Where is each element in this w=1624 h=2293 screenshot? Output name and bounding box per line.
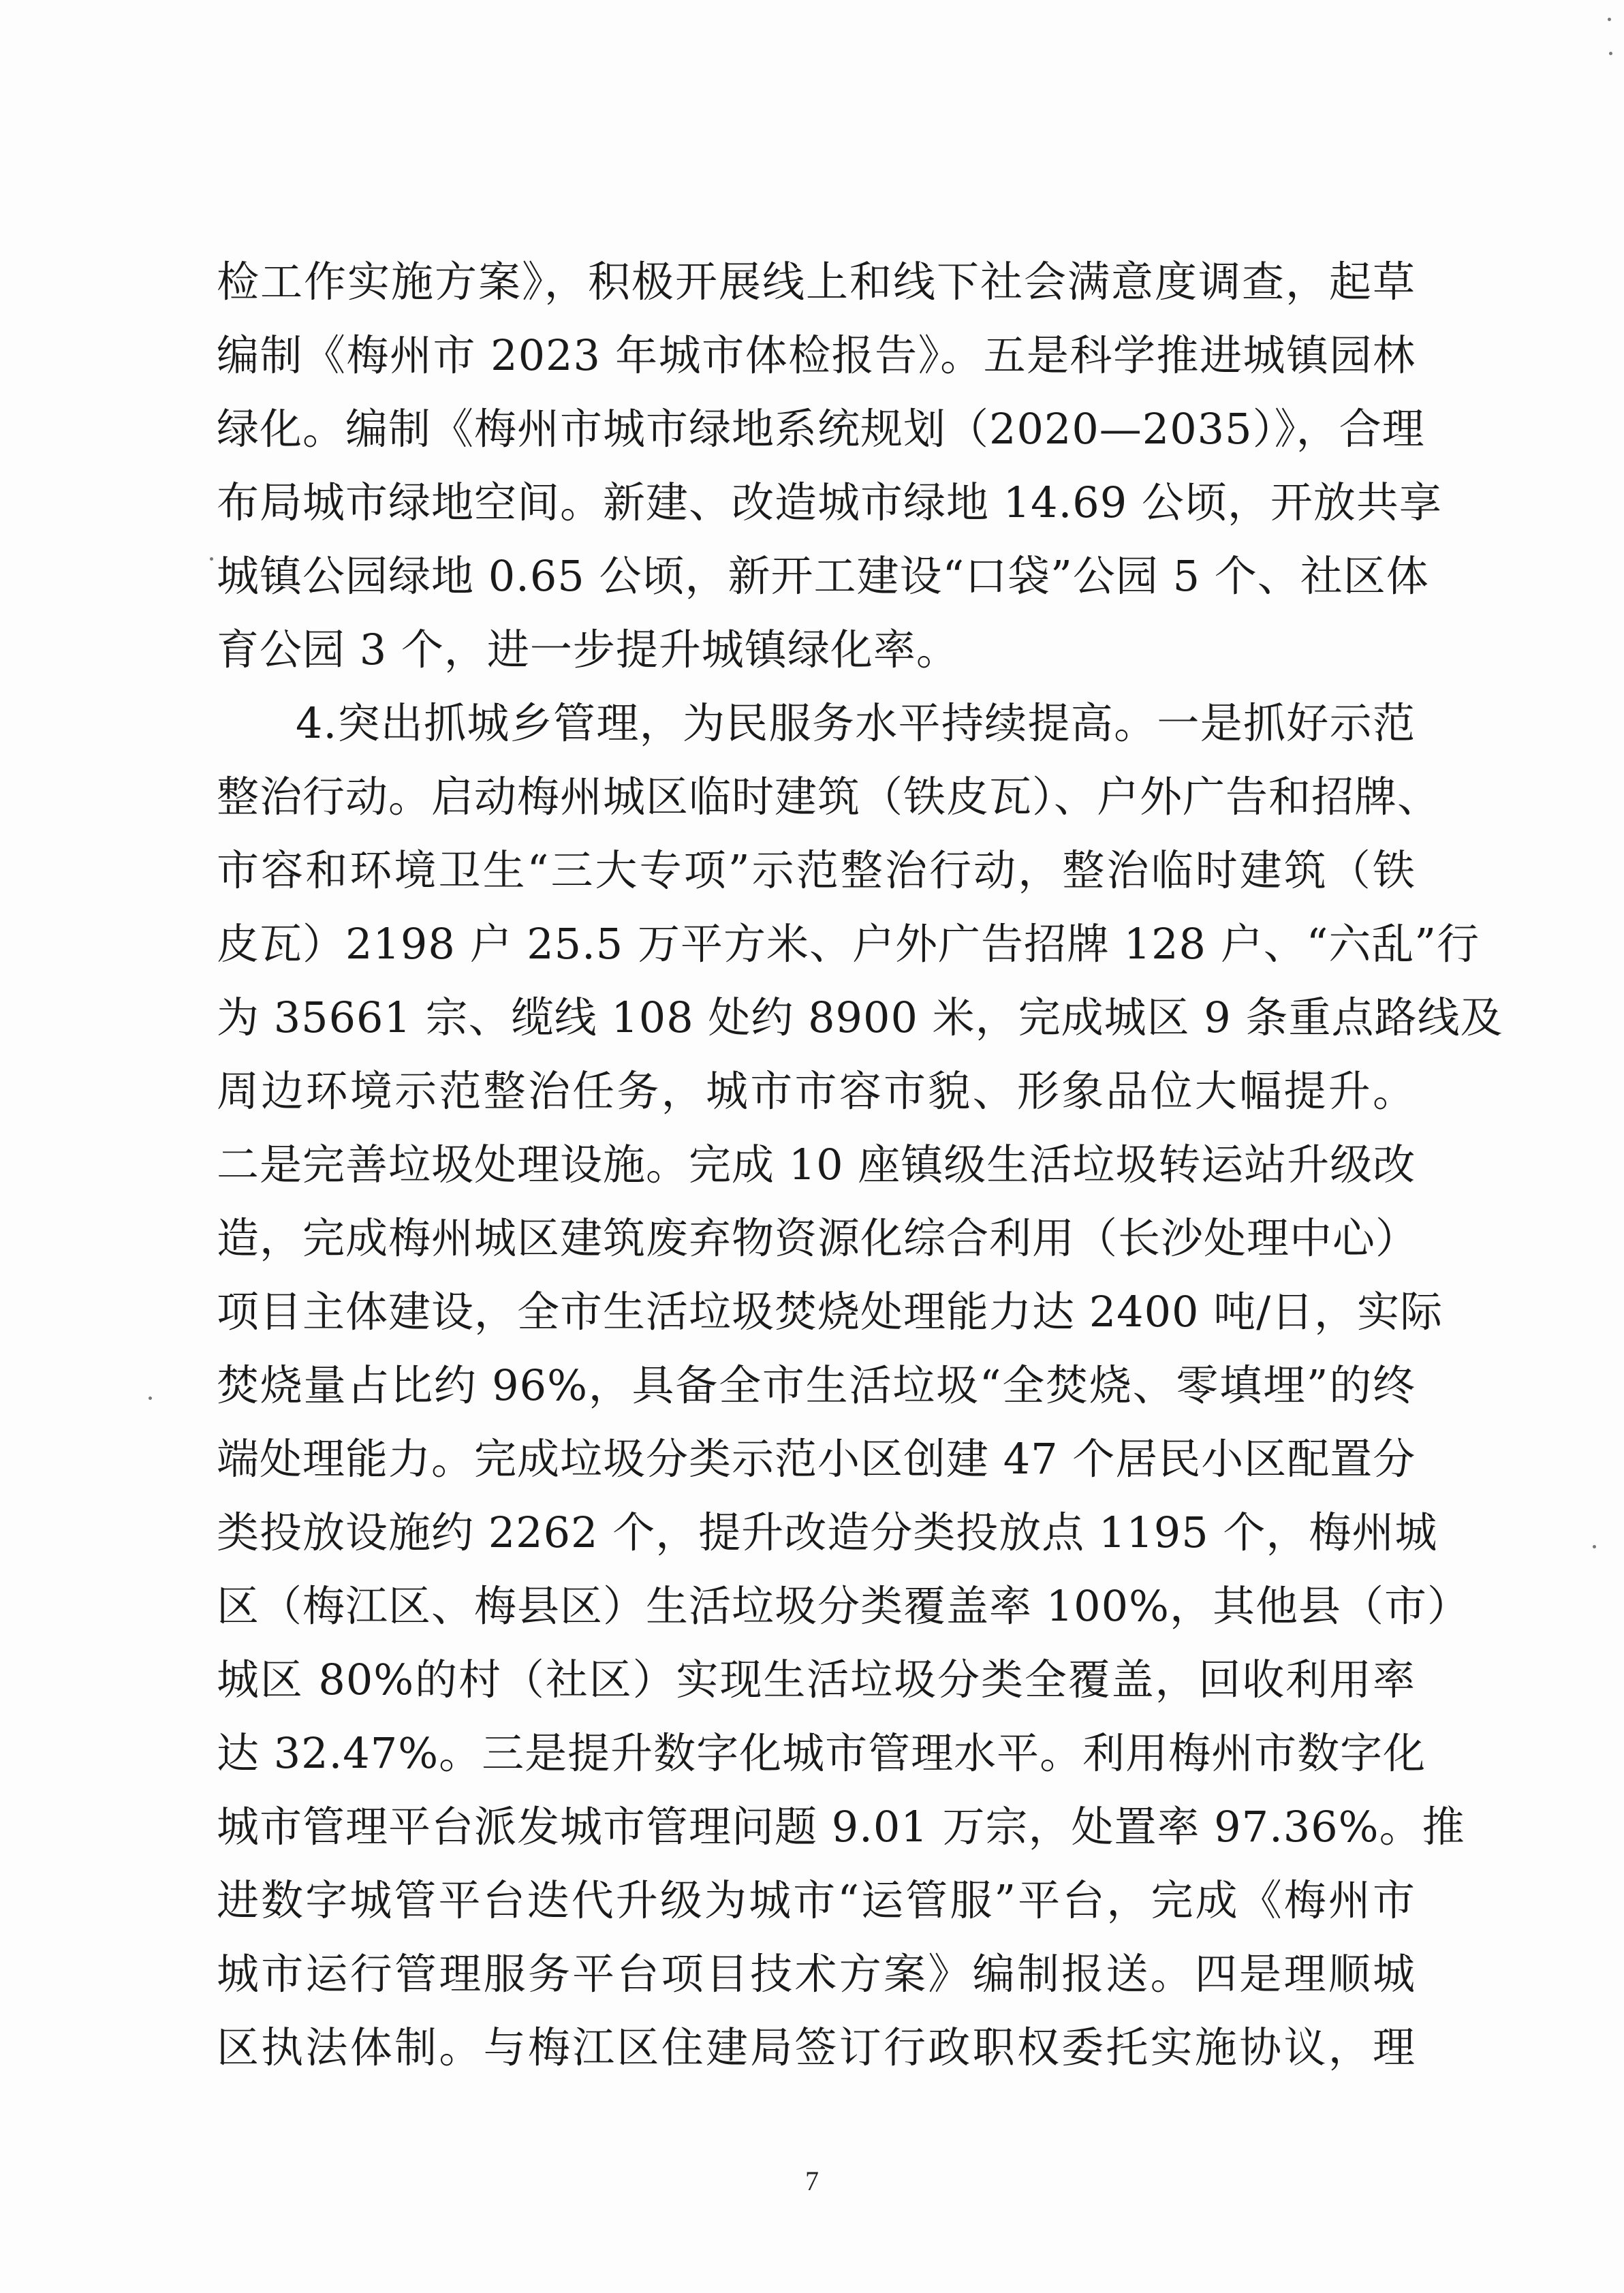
text-line: 区（梅江区、梅县区）生活垃圾分类覆盖率 100%，其他县（市） xyxy=(217,1581,1470,1631)
scan-speck xyxy=(210,557,213,561)
text-line: 焚烧量占比约 96%，具备全市生活垃圾“全焚烧、零填埋”的终 xyxy=(217,1360,1416,1410)
text-line: 编制《梅州市 2023 年城市体检报告》。五是科学推进城镇园林 xyxy=(217,330,1416,380)
text-line: 为 35661 宗、缆线 108 处约 8900 米，完成城区 9 条重点路线及 xyxy=(217,993,1503,1042)
text-line: 城市管理平台派发城市管理问题 9.01 万宗，处置率 97.36%。推 xyxy=(217,1802,1465,1852)
text-line: 城镇公园绿地 0.65 公顷，新开工建设“口袋”公园 5 个、社区体 xyxy=(217,551,1429,601)
text-line: 端处理能力。完成垃圾分类示范小区创建 47 个居民小区配置分 xyxy=(217,1434,1416,1484)
text-line: 二是完善垃圾处理设施。完成 10 座镇级生活垃圾转运站升级改 xyxy=(217,1140,1416,1189)
body-text xyxy=(217,245,1503,2085)
scan-speck xyxy=(1609,52,1612,55)
text-line: 进数字城管平台迭代升级为城市“运管服”平台，完成《梅州市 xyxy=(217,1875,1416,1925)
text-line: 皮瓦）2198 户 25.5 万平方米、户外广告招牌 128 户、“六乱”行 xyxy=(217,919,1480,969)
section-heading-line: 4.突出抓城乡管理，为民服务水平持续提高。一是抓好示范 xyxy=(296,698,1416,748)
text-line: 达 32.47%。三是提升数字化城市管理水平。利用梅州市数字化 xyxy=(217,1728,1426,1778)
text-line: 检工作实施方案》，积极开展线上和线下社会满意度调查，起草 xyxy=(217,257,1416,307)
text-line: 布局城市绿地空间。新建、改造城市绿地 14.69 公顷，开放共享 xyxy=(217,478,1442,527)
text-line: 整治行动。启动梅州城区临时建筑（铁皮瓦）、户外广告和招牌、 xyxy=(217,772,1441,822)
text-line: 周边环境示范整治任务，城市市容市貌、形象品位大幅提升。 xyxy=(217,1066,1416,1116)
text-line: 项目主体建设，全市生活垃圾焚烧处理能力达 2400 吨/日，实际 xyxy=(217,1287,1443,1337)
text-line: 城市运行管理服务平台项目技术方案》编制报送。四是理顺城 xyxy=(217,1949,1416,1999)
text-line: 城区 80%的村（社区）实现生活垃圾分类全覆盖，回收利用率 xyxy=(217,1655,1416,1704)
scan-speck xyxy=(1608,18,1611,21)
text-line: 区执法体制。与梅江区住建局签订行政职权委托实施协议，理 xyxy=(217,2023,1416,2072)
text-line: 市容和环境卫生“三大专项”示范整治行动，整治临时建筑（铁 xyxy=(217,845,1416,895)
text-line: 类投放设施约 2262 个，提升改造分类投放点 1195 个，梅州城 xyxy=(217,1508,1438,1557)
scan-speck xyxy=(149,1397,152,1400)
text-line: 育公园 3 个，进一步提升城镇绿化率。 xyxy=(217,625,959,674)
page-number: 7 xyxy=(805,2166,819,2196)
text-line: 绿化。编制《梅州市城市绿地系统规划（2020—2035）》，合理 xyxy=(217,404,1425,454)
scan-speck xyxy=(1593,1545,1596,1548)
text-line: 造，完成梅州城区建筑废弃物资源化综合利用（长沙处理中心） xyxy=(217,1213,1419,1263)
